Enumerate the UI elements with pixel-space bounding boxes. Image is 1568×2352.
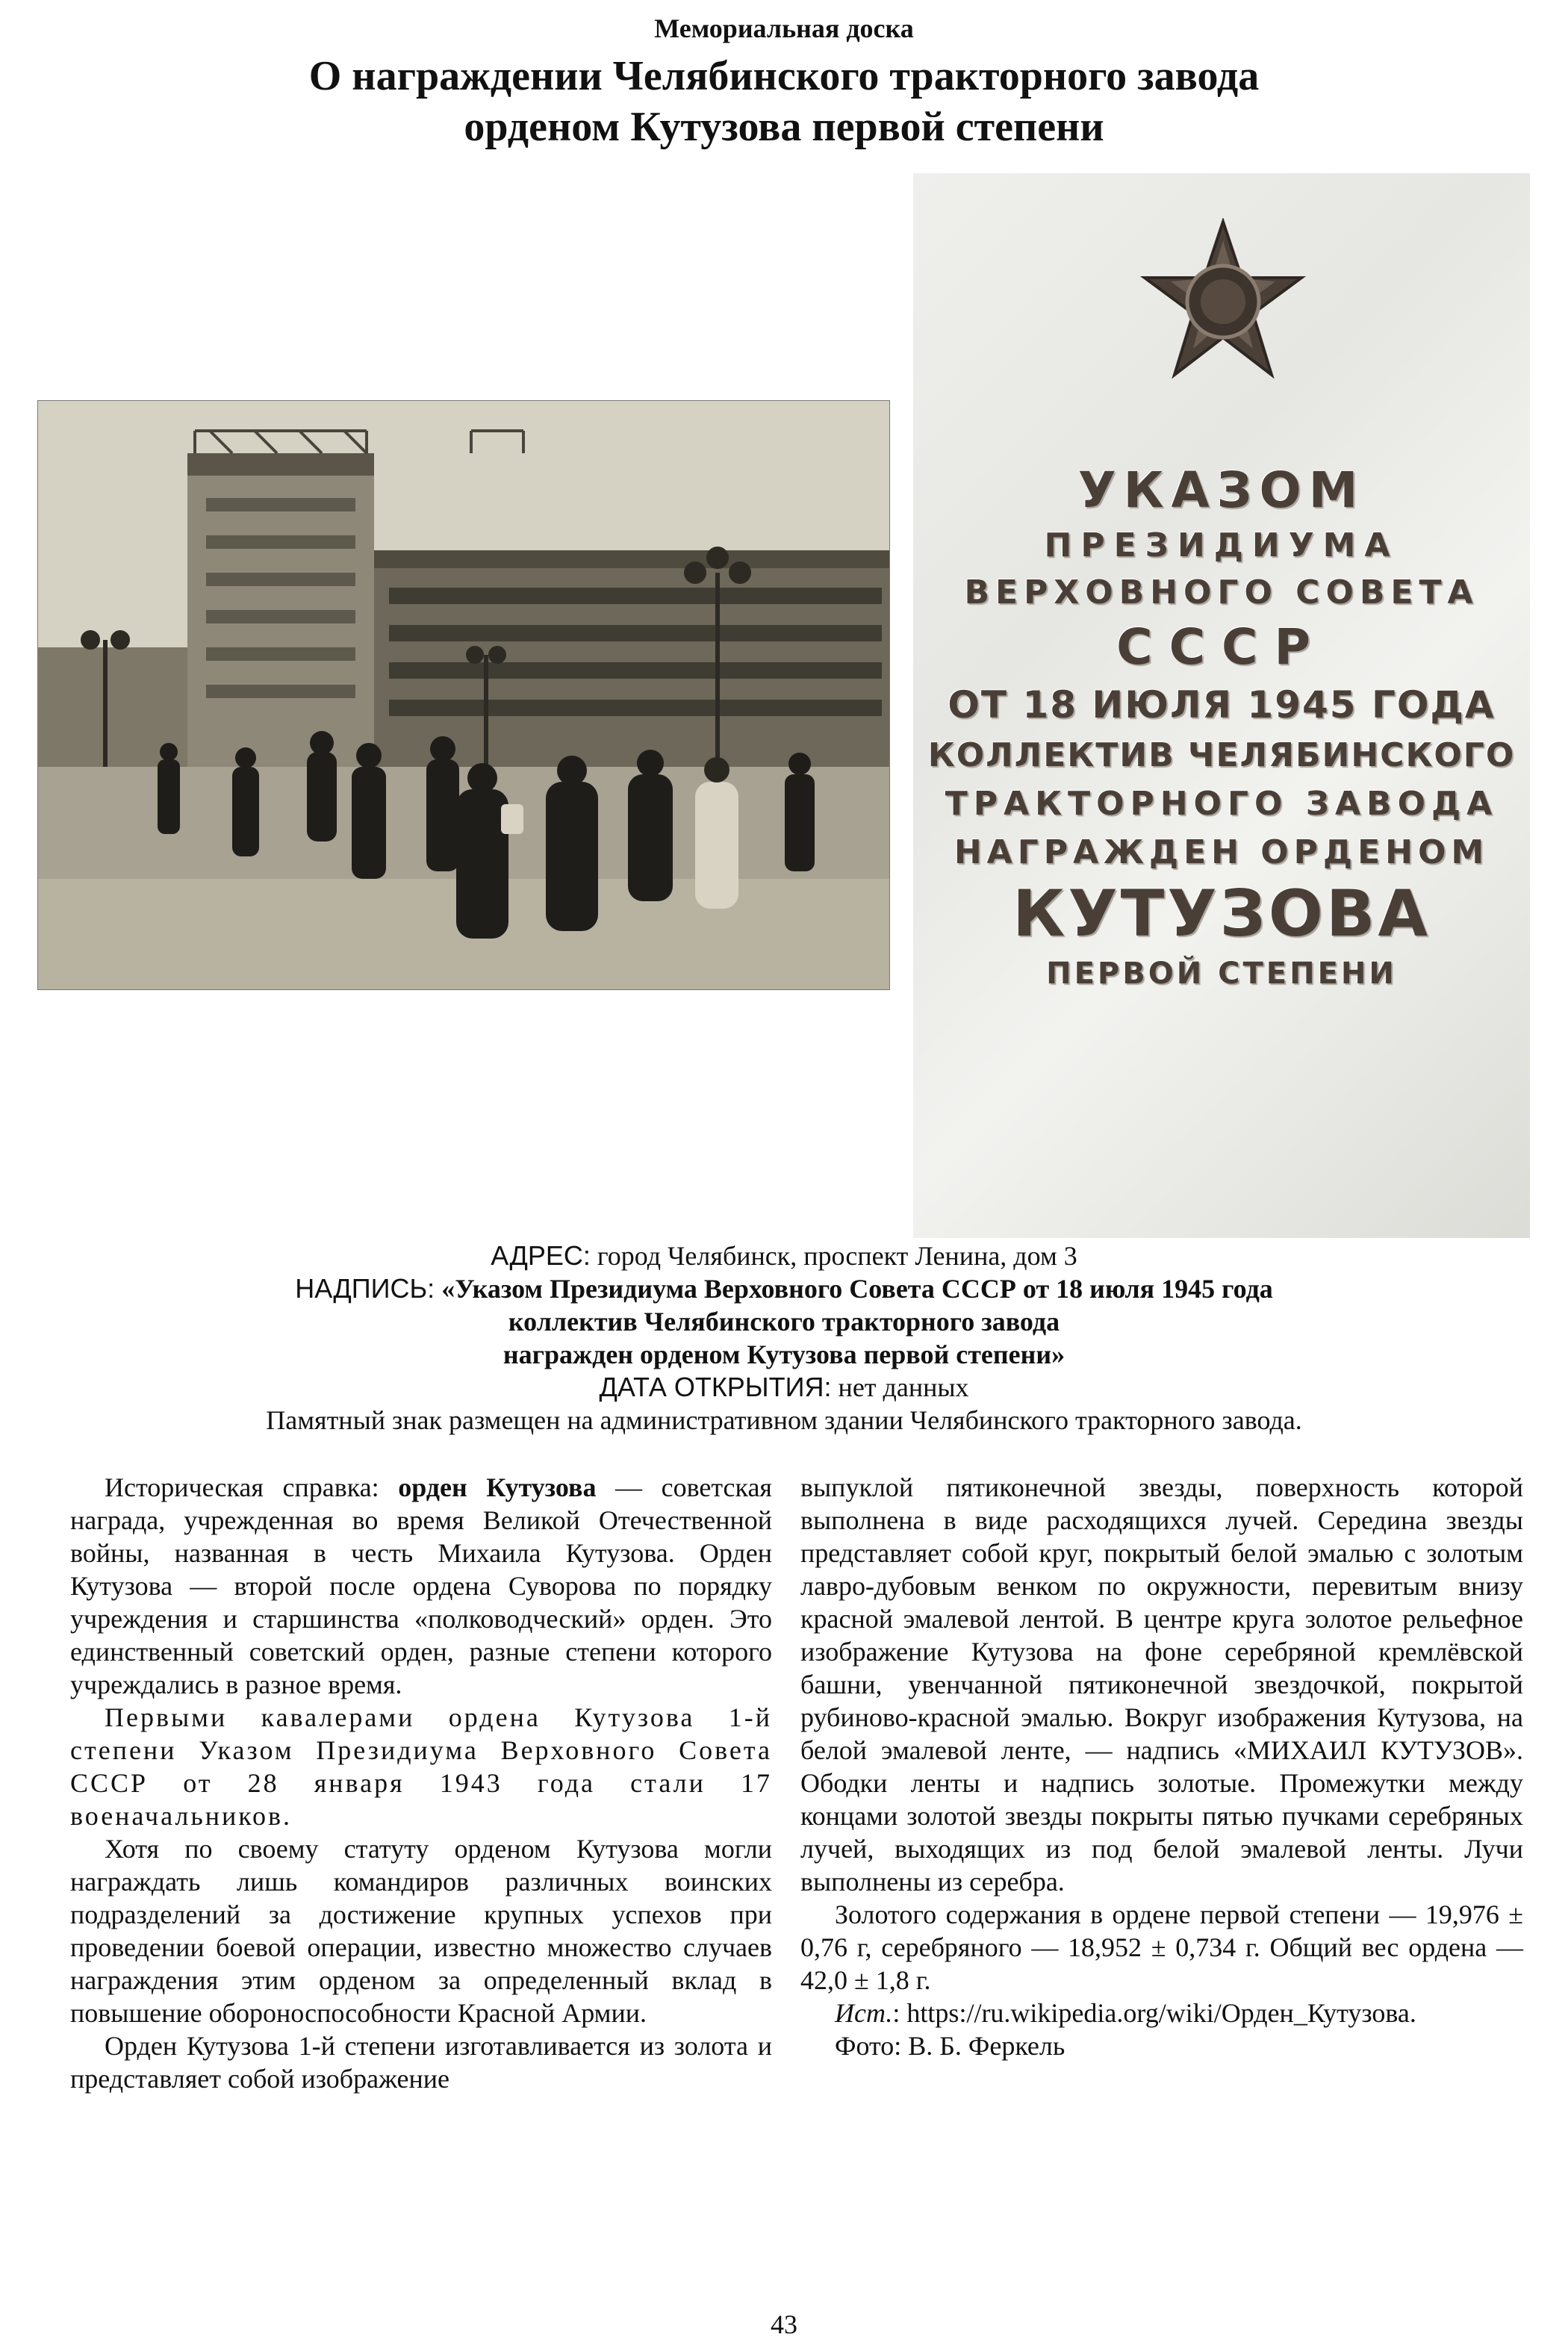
plaque-line: КОЛЛЕКТИВ ЧЕЛЯБИНСКОГО (927, 736, 1516, 774)
plaque-inscription (913, 458, 1530, 996)
article-paragraph: Первыми кавалерами ордена Кутузова 1-й степени Указом Президиума Верховного Совета СССР от 28 января 1943 года стали 17 военачальников. (70, 1702, 772, 1831)
plaque-line: НАГРАЖДЕН ОРДЕНОМ (953, 833, 1490, 871)
historical-note-text: — советская награда, учрежденная во время Великой Отечественной войны, названная в честь Михаила Кутузова. Орден Кутузова — второй после ордена Суворова по порядку учреждения и старшинства «полководческий» орден. Это единственный советский орден, разные степени которого учреждались в разное время. (70, 1472, 772, 1699)
article-paragraph: выпуклой пятиконечной звезды, поверхность которой выполнена в виде расходящихся лучей. Середина звезды представляет собой круг, покрытый белой эмалью с золотым лавро-дубовым венком по окружности, перевитым внизу красной эмалевой лентой. В центре круга золотое рельефное изображение Кутузова на фоне серебряной кремлёвской башни, увенчанной пятиконечной звездочкой, покрытой рубиново-красной эмалью. Вокруг изображения Кутузова, на белой эмалевой ленте, — надпись «МИХАИЛ КУТУЗОВ». Ободки ленты и надпись золотые. Промежутки между концами золотой звезды покрыты пятью пучками серебряных лучей, выходящих из под белой эмалевой ленты. Лучи выполнены из серебра. (800, 1472, 1523, 1897)
title-line-2: орденом Кутузова первой степени (464, 104, 1104, 150)
plaque-line: ПРЕЗИДИУМА (1044, 526, 1399, 564)
address-label: АДРЕС: (491, 1240, 591, 1271)
article-paragraph: Орден Кутузова 1-й степени изготавливается из золота и представляет собой изображение (70, 2031, 772, 2094)
source-line (800, 1997, 1523, 2029)
plaque-line: ОТ 18 ИЮЛЯ 1945 ГОДА (948, 683, 1496, 727)
plaque-line: УКАЗОМ (1077, 461, 1366, 519)
inscription-text-1: «Указом Президиума Верховного Совета СССР от 18 июля 1945 года (435, 1274, 1273, 1304)
opening-date-value: нет данных (831, 1372, 969, 1402)
photo-credit: Фото: В. Б. Феркель (835, 2031, 1065, 2061)
inscription-text-2: коллектив Челябинского тракторного завода (508, 1307, 1060, 1337)
address-value: город Челябинск, проспект Ленина, дом 3 (590, 1241, 1077, 1271)
section-kicker: Мемориальная доска (654, 13, 914, 43)
page-title (0, 51, 1568, 152)
article-paragraph (70, 1471, 772, 1701)
page-number: 43 (771, 2309, 797, 2339)
inscription-text-3: награжден орденом Кутузова первой степени» (503, 1340, 1065, 1369)
inscription-label: НАДПИСЬ: (295, 1273, 435, 1304)
plaque-line: ТРАКТОРНОГО ЗАВОДА (945, 785, 1499, 823)
historical-note-lead: Историческая справка: (105, 1472, 399, 1502)
factory-photo (37, 400, 890, 990)
source-label: Ист. (835, 1998, 893, 2028)
title-line-1: О награждении Челябинского тракторного завода (308, 53, 1260, 99)
plaque-line: СССР (1116, 618, 1327, 676)
plaque-line: КУТУЗОВА (1012, 877, 1431, 951)
opening-date-line (0, 1371, 1568, 1404)
address-line (0, 1239, 1568, 1272)
plaque-line: ПЕРВОЙ СТЕПЕНИ (1046, 956, 1397, 991)
order-name: орден Кутузова (398, 1472, 597, 1502)
article-column-right (800, 1471, 1523, 2062)
monument-info (0, 1239, 1568, 1437)
location-note: Памятный знак размещен на административном здании Челябинского тракторного завода. (266, 1405, 1302, 1435)
article-paragraph: Хотя по своему статуту орденом Кутузова могли награждать лишь командиров различных воинских подразделений за достижение крупных успехов при проведении боевой операции, известно множество случаев награждения этим орденом за определенный вклад в повышение обороноспособности Красной Армии. (70, 1834, 772, 2028)
opening-date-label: ДАТА ОТКРЫТИЯ: (599, 1372, 832, 1402)
article-paragraph: Золотого содержания в ордене первой степени — 19,976 ± 0,76 г, серебряного — 18,952 ± 0,734 г. Общий вес ордена — 42,0 ± 1,8 г. (800, 1900, 1523, 1995)
factory-photo-drawing (38, 401, 889, 989)
order-of-kutuzov-star-icon (1137, 218, 1309, 390)
source-link: : https://ru.wikipedia.org/wiki/Орден_Кутузова. (892, 1998, 1416, 2028)
article-column-left (70, 1471, 772, 2095)
plaque-photo (913, 173, 1530, 1238)
plaque-line: ВЕРХОВНОГО СОВЕТА (964, 573, 1479, 612)
inscription-line-1 (0, 1272, 1568, 1305)
page-header (0, 10, 1568, 152)
